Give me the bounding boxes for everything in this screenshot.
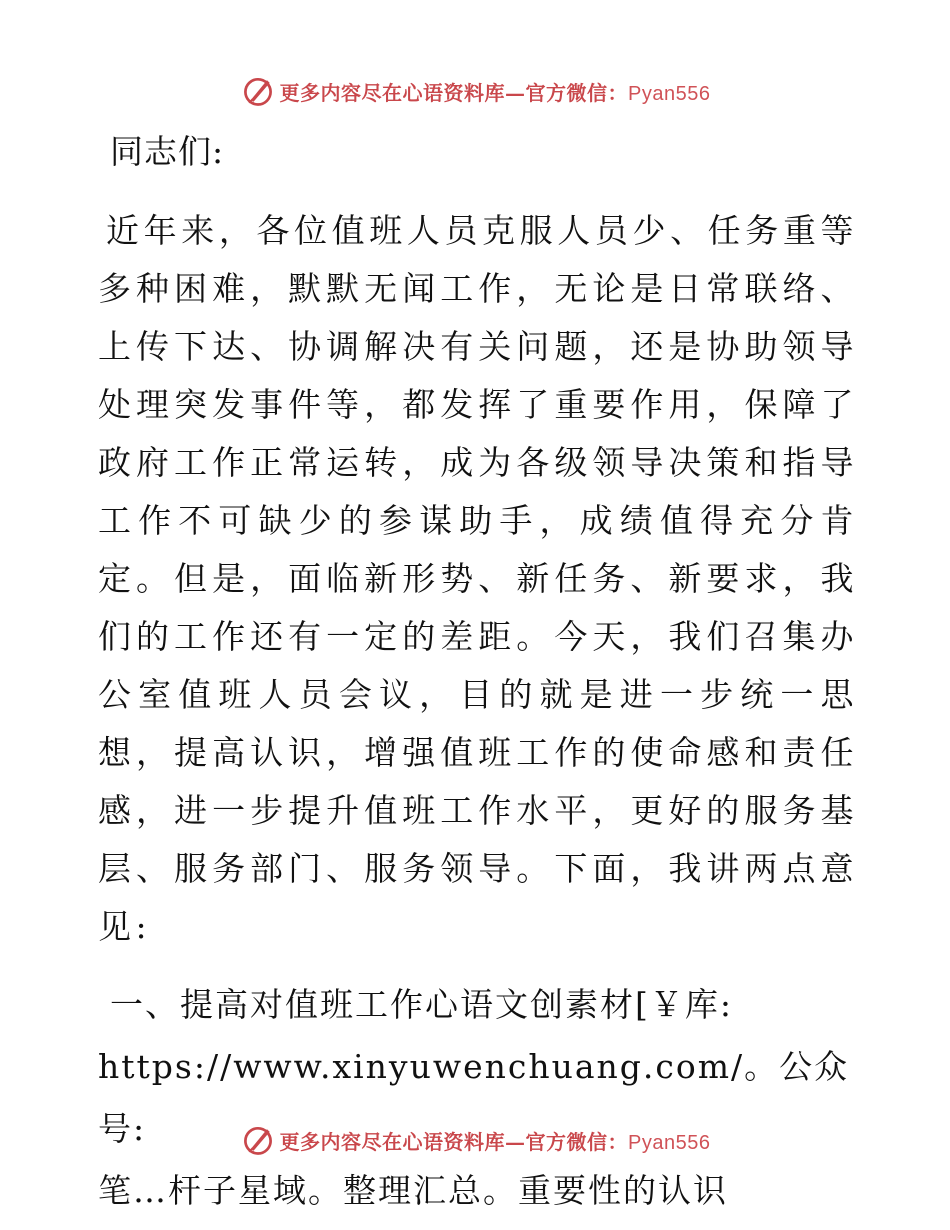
paragraph-1: 近年来，各位值班人员克服人员少、任务重等多种困难，默默无闻工作，无论是日常联络、上传下达、协调解决有关问题，还是协助领导处理突发事件等，都发挥了重要作用，保障了政府工作正常运转，成为各级领导决策和指导工作不可缺少的参谋助手，成绩值得充分肯定。但是，面临新形势、新任务、新要求，我们的工作还有一定的差距。今天，我们召集办公室值班人员会议，目的就是进一步统一思想，提高认识，增强值班工作的使命感和责任感，进一步提升值班工作水平，更好的服务基层、服务部门、服务领导。下面，我讲两点意见: <box>98 211 858 946</box>
quill-pen-logo-icon <box>240 73 276 109</box>
section-heading-line-1: 一、提高对值班工作心语文创素材[￥库: <box>110 985 733 1024</box>
section-heading-line-2: https://www.xinyuwenchuang.com/。公众号: <box>98 1047 850 1148</box>
quill-pen-logo-icon <box>240 1122 276 1158</box>
section-heading-line-3: 笔…杆子星域。整理汇总。重要性的认识 <box>98 1171 728 1210</box>
document-body <box>98 120 858 1222</box>
banner-handle: Pyan556 <box>628 82 711 105</box>
footer-watermark-banner <box>0 1120 950 1160</box>
banner-text: 更多内容尽在心语资料库—官方微信： <box>279 1129 629 1154</box>
banner-handle: Pyan556 <box>628 1131 711 1154</box>
banner-text: 更多内容尽在心语资料库—官方微信： <box>279 80 629 105</box>
greeting: 同志们: <box>110 132 225 171</box>
header-watermark-banner <box>0 71 950 111</box>
section-heading-1 <box>98 974 858 1222</box>
